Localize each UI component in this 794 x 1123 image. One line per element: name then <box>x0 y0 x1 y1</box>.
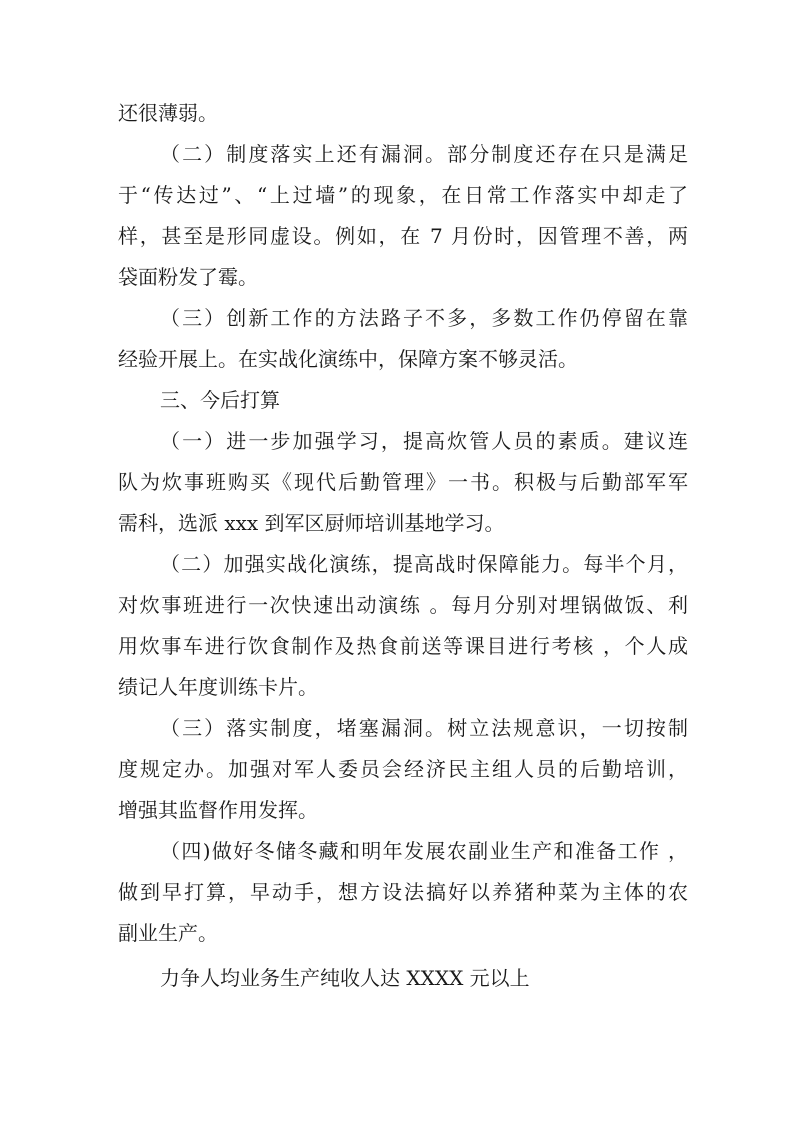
text-line: 需科，选派 xxx 到军区厨师培训基地学习。 <box>118 511 505 535</box>
text-line: 副业生产。 <box>118 921 218 945</box>
paragraph-line: （二）加强实战化演练，提高战时保障能力。每半个月， <box>160 552 688 576</box>
paragraph-line: （二）制度落实上还有漏洞。部分制度还存在只是满足 <box>160 142 688 166</box>
text-line: 还很薄弱。 <box>118 101 218 125</box>
text-line: 样，甚至是形同虚设。例如，在 7 月份时，因管理不善，两 <box>118 224 688 248</box>
paragraph-line: （三）创新工作的方法路子不多，多数工作仍停留在靠 <box>160 306 688 330</box>
closing-line: 力争人均业务生产纯收人达 XXXX 元以上 <box>160 966 530 990</box>
paragraph-line: （三）落实制度，堵塞漏洞。树立法规意识，一切按制 <box>160 716 688 740</box>
text-line: 袋面粉发了霉。 <box>118 265 258 289</box>
section-heading: 三、今后打算 <box>160 388 280 412</box>
text-line: 绩记人年度训练卡片。 <box>118 675 318 699</box>
text-line: 对炊事班进行一次快速出动演练 。每月分别对埋锅做饭、利 <box>118 593 688 617</box>
text-line: 用炊事车进行饮食制作及热食前送等课目进行考核 ，个人成 <box>118 634 688 658</box>
text-line: 度规定办。加强对军人委员会经济民主组人员的后勤培训， <box>118 757 688 781</box>
text-line: 队为炊事班购买《现代后勤管理》一书。积极与后勤部军军 <box>118 470 688 494</box>
document-body <box>118 93 688 999</box>
text-line: 增强其监督作用发挥。 <box>118 798 318 822</box>
text-line: 做到早打算，早动手，想方设法搞好以养猪种菜为主体的农 <box>118 880 688 904</box>
text-line: 经验开展上。在实战化演练中，保障方案不够灵活。 <box>118 347 578 371</box>
paragraph-line: （一）进一步加强学习，提高炊管人员的素质。建议连 <box>160 429 688 453</box>
text-line: 于“传达过”、“上过墙”的现象，在日常工作落实中却走了 <box>118 183 688 207</box>
paragraph-line: （四)做好冬储冬藏和明年发展农副业生产和准备工作 ， <box>160 839 688 863</box>
